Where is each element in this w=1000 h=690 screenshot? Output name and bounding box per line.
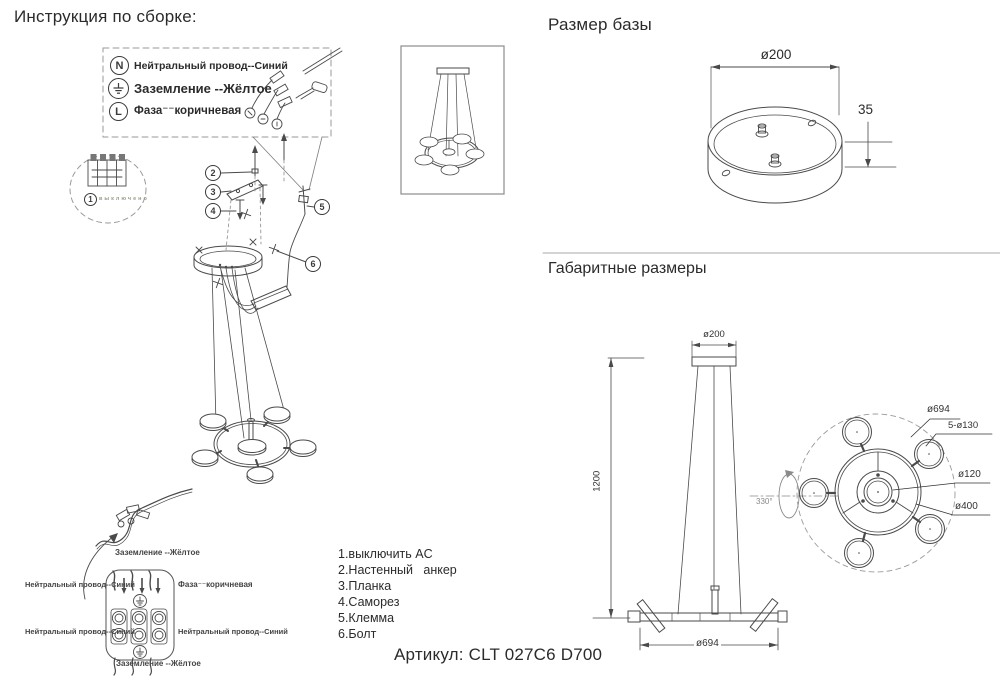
earth-glyph <box>112 82 125 95</box>
breaker-off-label: выключено <box>99 196 149 202</box>
parts-list-item: 4.Саморез <box>338 595 400 609</box>
earth-symbol-bottom <box>134 646 147 659</box>
clamp-graphic <box>299 186 310 214</box>
earth-icon <box>108 78 129 99</box>
page-title-overall-dims: Габаритные размеры <box>548 260 707 277</box>
terminal-label-right-bottom: Нейтральный провод--Синий <box>178 627 288 636</box>
canopy-diameter-dim: ø200 <box>703 329 725 340</box>
parts-list-item: 5.Клемма <box>338 611 395 625</box>
breaker-callout <box>70 154 146 223</box>
article-number: Артикул: CLT 027C6 D700 <box>394 645 603 664</box>
base-diameter-dim: ø200 <box>760 47 792 62</box>
circuit-breaker-icon <box>88 154 126 186</box>
top-view <box>797 414 992 572</box>
page-title-assembly: Инструкция по сборке: <box>14 7 197 26</box>
callout-4: 4 <box>205 203 221 219</box>
height-dimension <box>845 122 896 167</box>
live-wire-label: Фаза⁻⁻коричневая <box>134 105 242 117</box>
live-wire-symbol: L <box>109 102 128 121</box>
base-drawing <box>708 65 896 204</box>
base-height-dim: 35 <box>858 102 874 117</box>
callout-2: 2 <box>205 165 221 181</box>
terminal-label-left-bottom: Нейтральный провод--Синий <box>25 627 135 636</box>
parts-list-item: 2.Настенный анкер <box>338 563 457 577</box>
rotation-indicator <box>750 470 838 518</box>
page-title-base-size: Размер базы <box>548 15 652 34</box>
neutral-wire-symbol: N <box>110 56 129 75</box>
exploded-hardware <box>212 133 314 289</box>
topview-outer-diameter-dim: ø694 <box>927 404 950 415</box>
framed-mini-view <box>401 46 504 194</box>
callout-1: 1 <box>84 193 97 206</box>
parts-list-item: 1.выключить AC <box>338 547 433 561</box>
earth-wire-label: Заземление --Жёлтое <box>134 81 272 96</box>
topview-ring-diameter-dim: ø400 <box>955 501 978 512</box>
fixture-diameter-dim: ø694 <box>696 638 719 649</box>
top-view-lamps <box>800 418 945 568</box>
legend-pointer-lines <box>253 137 322 190</box>
callout-3: 3 <box>205 184 221 200</box>
callout-5: 5 <box>314 199 330 215</box>
terminal-label-bottom: Заземление --Жёлтое <box>116 659 201 668</box>
terminal-label-left-top: Нейтральный провод--Синий <box>25 580 135 589</box>
drop-height-dim: 1200 <box>591 470 603 492</box>
callout-6: 6 <box>305 256 321 272</box>
topview-lamp-size-dim: 5-ø130 <box>948 420 979 431</box>
front-view <box>593 341 787 650</box>
pendant-perspective <box>192 268 316 484</box>
screwdriver-icon <box>296 81 328 99</box>
terminal-label-top: Заземление --Жёлтое <box>115 548 200 557</box>
topview-hub-diameter-dim: ø120 <box>958 469 981 480</box>
neutral-wire-label: Нейтральный провод--Синий <box>134 60 288 72</box>
rotation-angle-dim: 330° <box>756 497 773 506</box>
parts-list-item: 3.Планка <box>338 579 392 593</box>
earth-symbol-top <box>134 595 147 608</box>
parts-list-item: 6.Болт <box>338 627 377 641</box>
terminal-label-right-top: Фаза⁻⁻коричневая <box>178 580 253 589</box>
